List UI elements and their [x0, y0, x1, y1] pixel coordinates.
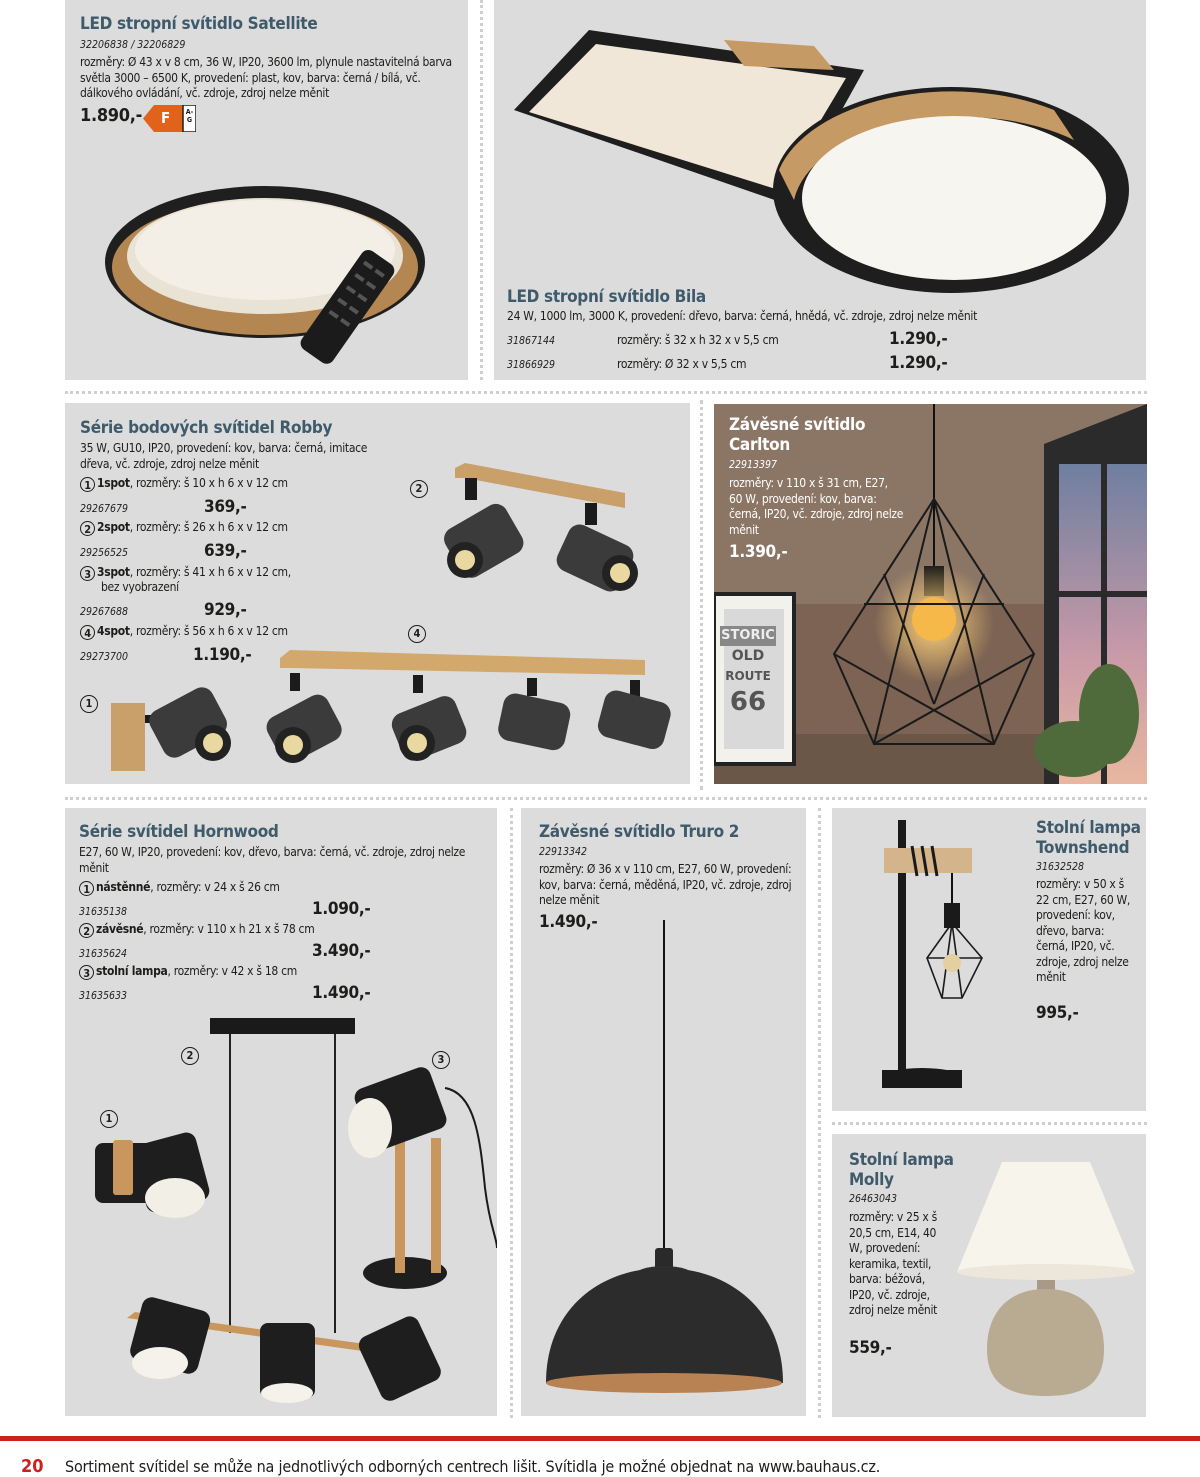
variant-name: 2spot [97, 520, 130, 534]
divider [818, 808, 821, 1418]
variant-wall [79, 880, 280, 896]
variant-name: 1spot [97, 476, 130, 490]
image-marker: 3 [432, 1051, 450, 1069]
title-line: Molly [849, 1170, 894, 1190]
number-marker: 1 [80, 477, 95, 492]
variant-name: 4spot [97, 624, 130, 638]
number-marker: 3 [79, 965, 94, 980]
product-price: 3.490,- [312, 941, 371, 961]
variant-1spot [80, 476, 288, 492]
product-title: LED stropní svítidlo Satellite [80, 14, 318, 34]
energy-label [143, 105, 196, 132]
product-price: 1.290,- [889, 329, 948, 349]
divider [65, 797, 1147, 800]
image-marker: 4 [408, 625, 426, 643]
variant-table [79, 964, 297, 980]
product-description: 24 W, 1000 lm, 3000 K, provedení: dřevo, barva: černá, hnědá, vč. zdroje, zdroj nelze měnit [507, 309, 977, 323]
number-marker: 2 [79, 923, 94, 938]
sign-text: OLD [731, 648, 765, 664]
product-price: 1.890,- [80, 105, 142, 126]
product-description: 35 W, GU10, IP20, provedení: kov, barva: černá, imitace dřeva, vč. zdroje, zdroj nelze měnit [80, 441, 368, 471]
wall-sign [720, 626, 776, 718]
divider [700, 400, 703, 790]
variant-name: nástěnné [96, 880, 151, 894]
article-number: 31635138 [79, 906, 128, 918]
product-size: rozměry: š 32 x h 32 x v 5,5 cm [617, 333, 779, 347]
product-price: 369,- [204, 497, 247, 517]
article-number: 29267688 [80, 606, 129, 618]
product-price: 995,- [1036, 1003, 1079, 1023]
article-number: 32206838 / 32206829 [80, 39, 186, 51]
footer-note: Sortiment svítidel se může na jednotlivých odborných centrech lišit. Svítidla je možné objednat na www.bauhaus.cz. [65, 1457, 881, 1476]
article-number: 29273700 [80, 651, 129, 663]
product-description: rozměry: v 25 x š 20,5 cm, E14, 40 W, provedení: keramika, textil, barva: béžová, IP20, vč. zdroje, zdroj nelze měnit [849, 1210, 938, 1317]
product-price: 639,- [204, 541, 247, 561]
footer-rule [0, 1436, 1200, 1441]
variant-name: závěsné [96, 922, 144, 936]
divider [832, 1122, 1147, 1125]
product-description: rozměry: Ø 36 x v 110 cm, E27, 60 W, provedení: kov, barva: černá, měděná, IP20, vč. zdroje, zdroj nelze měnit [539, 862, 792, 907]
divider [510, 808, 513, 1418]
product-price: 559,- [849, 1338, 892, 1358]
article-number: 29256525 [80, 547, 129, 559]
variant-size: , rozměry: š 10 x h 6 x v 12 cm [129, 476, 288, 490]
article-number: 22913397 [729, 459, 778, 471]
title-line: Carlton [729, 435, 790, 455]
variant-name: stolní lampa [96, 964, 168, 978]
variant-3spot [80, 565, 291, 581]
sign-text: ROUTE [725, 669, 771, 683]
product-price: 1.490,- [539, 912, 598, 932]
title-line: Townshend [1036, 838, 1130, 858]
sign-text: STORIC [720, 626, 776, 646]
number-marker: 2 [80, 521, 95, 536]
article-number: 31635633 [79, 990, 128, 1002]
article-number: 31632528 [1036, 861, 1085, 873]
variant-4spot [80, 624, 288, 640]
product-price: 1.190,- [193, 645, 252, 665]
image-marker: 1 [80, 695, 98, 713]
product-description: E27, 60 W, IP20, provedení: kov, dřevo, barva: černá, vč. zdroje, zdroj nelze měnit [79, 845, 466, 875]
product-title: LED stropní svítidlo Bila [507, 287, 706, 307]
carlton-scene-image [714, 404, 1147, 784]
variant-size: , rozměry: š 56 x h 6 x v 12 cm [129, 624, 288, 638]
product-title [729, 415, 865, 455]
variant-size: , rozměry: š 26 x h 6 x v 12 cm [129, 520, 288, 534]
variant-size: , rozměry: v 110 x h 21 x š 78 cm [143, 922, 315, 936]
number-marker: 1 [79, 881, 94, 896]
article-number: 31635624 [79, 948, 128, 960]
carlton-panel [714, 404, 1147, 784]
divider [65, 391, 1147, 394]
product-title: Série svítidel Hornwood [79, 822, 279, 842]
variant-size: , rozměry: š 41 x h 6 x v 12 cm, [129, 565, 291, 579]
product-title: Série bodových svítidel Robby [80, 418, 333, 438]
title-line: Stolní lampa [1036, 818, 1141, 838]
variant-size: , rozměry: v 24 x š 26 cm [150, 880, 280, 894]
product-size: rozměry: Ø 32 x v 5,5 cm [617, 357, 747, 371]
hornwood-panel [65, 808, 497, 1416]
number-marker: 3 [80, 566, 95, 581]
product-description: rozměry: Ø 43 x v 8 cm, 36 W, IP20, 3600 lm, plynule nastavitelná barva světla 3000 – 6500 K, provedení: plast, kov, barva: černá / bílá, vč. dálkového ovládání, vč. zdroje, zdroj nelze měnit [80, 55, 452, 100]
energy-class: F [161, 109, 171, 127]
product-price: 1.090,- [312, 899, 371, 919]
product-price: 1.390,- [729, 542, 788, 562]
sign-text: 66 [729, 687, 767, 717]
page-number: 20 [21, 1456, 44, 1477]
product-price: 929,- [204, 600, 247, 620]
product-title [1036, 818, 1141, 858]
product-price: 1.290,- [889, 353, 948, 373]
variant-size: , rozměry: v 42 x š 18 cm [167, 964, 297, 978]
article-number: 26463043 [849, 1193, 898, 1205]
title-line: Závěsné svítidlo [729, 415, 866, 435]
variant-2spot [80, 520, 288, 536]
image-marker: 2 [181, 1047, 199, 1065]
energy-scale: A-G [185, 108, 194, 124]
article-number: 31867144 [507, 335, 556, 347]
image-marker: 2 [410, 480, 428, 498]
product-price: 1.490,- [312, 983, 371, 1003]
product-description: rozměry: v 110 x š 31 cm, E27, 60 W, provedení: kov, barva: černá, IP20, vč. zdroje, zdroj nelze měnit [729, 476, 904, 537]
article-number: 29267679 [80, 503, 129, 515]
hornwood-lamps-image [65, 808, 497, 1416]
number-marker: 4 [80, 625, 95, 640]
product-title [849, 1150, 954, 1190]
variant-note: bez vyobrazení [101, 580, 179, 594]
article-number: 31866929 [507, 359, 556, 371]
product-description: rozměry: v 50 x š 22 cm, E27, 60 W, provedení: kov, dřevo, barva: černá, IP20, vč. zdroje, zdroj nelze měnit [1036, 877, 1131, 984]
article-number: 22913342 [539, 846, 588, 858]
image-marker: 1 [100, 1110, 118, 1128]
title-line: Stolní lampa [849, 1150, 954, 1170]
divider [480, 0, 483, 380]
product-title: Závěsné svítidlo Truro 2 [539, 822, 740, 842]
variant-name: 3spot [97, 565, 130, 579]
variant-pendant [79, 922, 314, 938]
